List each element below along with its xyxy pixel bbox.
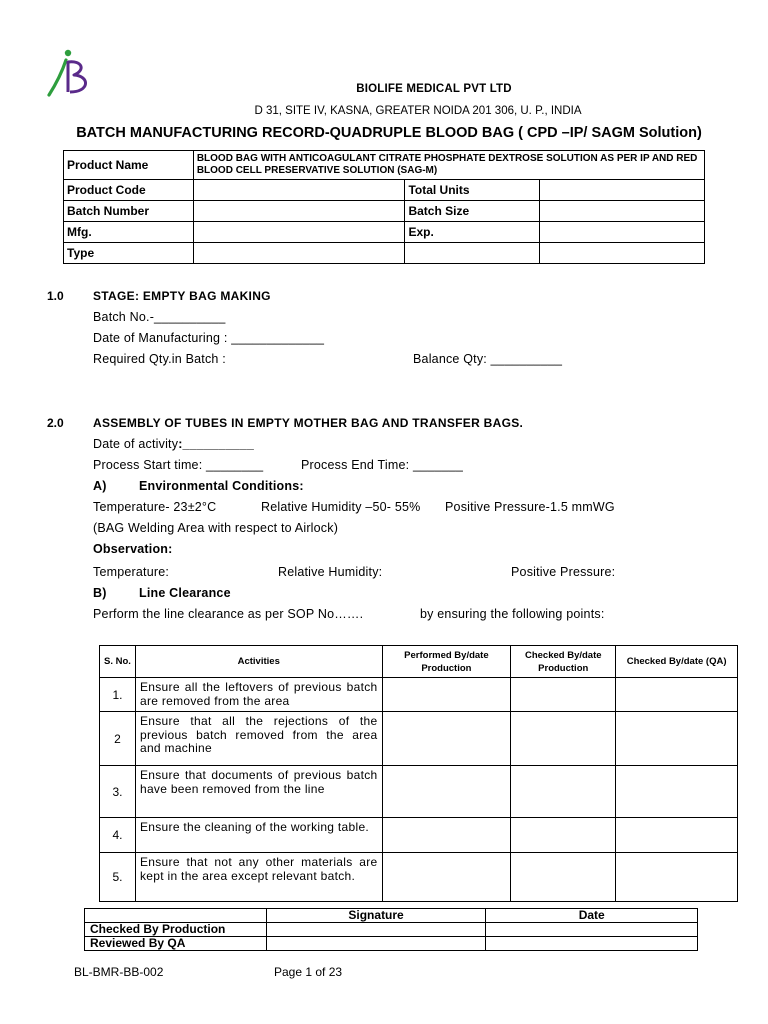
signature-corner-cell xyxy=(85,909,267,923)
table-row xyxy=(100,853,738,902)
row-activity: Ensure that all the rejections of the previous batch removed from the area and machine xyxy=(135,712,382,766)
checked-by-qa-field[interactable] xyxy=(616,678,738,712)
page-number: Page 1 of 23 xyxy=(274,965,343,979)
humidity-spec: Relative Humidity –50- 55% xyxy=(261,500,421,514)
balance-qty-line: Balance Qty: __________ xyxy=(413,352,563,366)
line-clearance-text: Perform the line clearance as per SOP No……. xyxy=(93,607,364,621)
performed-by-field[interactable] xyxy=(382,678,511,712)
document-code: BL-BMR-BB-002 xyxy=(74,965,164,979)
qa-date-field[interactable] xyxy=(486,937,698,951)
performed-by-field[interactable] xyxy=(382,818,511,853)
table-row xyxy=(100,766,738,818)
batch-number-field[interactable] xyxy=(193,201,405,222)
checked-by-production-field[interactable] xyxy=(511,853,616,902)
row-sno: 3. xyxy=(100,766,136,818)
row-sno: 2 xyxy=(100,712,136,766)
checked-by-qa-field[interactable] xyxy=(616,712,738,766)
product-name-label: Product Name xyxy=(64,151,194,180)
line-clearance-title: Line Clearance xyxy=(139,586,231,600)
mfg-field[interactable] xyxy=(193,222,405,243)
line-clearance-table xyxy=(99,645,738,902)
table-row xyxy=(100,678,738,712)
type-extra-cell-2 xyxy=(540,243,705,264)
qa-signature-field[interactable] xyxy=(266,937,486,951)
signature-table xyxy=(84,908,698,951)
observation-temperature: Temperature: xyxy=(93,565,170,579)
exp-label: Exp. xyxy=(405,222,540,243)
exp-field[interactable] xyxy=(540,222,705,243)
required-qty-label: Required Qty.in Batch : xyxy=(93,352,226,366)
header-checked-by-production: Checked By/date Production xyxy=(511,646,616,678)
row-sno: 5. xyxy=(100,853,136,902)
header-sno: S. No. xyxy=(100,646,136,678)
observation-pressure: Positive Pressure: xyxy=(511,565,616,579)
performed-by-field[interactable] xyxy=(382,853,511,902)
process-end-line: Process End Time: _______ xyxy=(301,458,464,472)
line-clearance-text-2: by ensuring the following points: xyxy=(420,607,605,621)
checked-by-production-label: Checked By Production xyxy=(85,923,267,937)
observation-humidity: Relative Humidity: xyxy=(278,565,383,579)
checked-by-qa-field[interactable] xyxy=(616,818,738,853)
date-of-activity-label: Date of activity xyxy=(93,437,179,451)
section-1-title: STAGE: EMPTY BAG MAKING xyxy=(93,289,271,303)
row-sno: 1. xyxy=(100,678,136,712)
checked-by-qa-field[interactable] xyxy=(616,853,738,902)
sub-b-letter: B) xyxy=(93,586,107,600)
header-performed-by: Performed By/date Production xyxy=(382,646,511,678)
product-code-field[interactable] xyxy=(193,180,405,201)
sub-a-letter: A) xyxy=(93,479,107,493)
performed-by-field[interactable] xyxy=(382,766,511,818)
checked-by-production-field[interactable] xyxy=(511,766,616,818)
document-title: BATCH MANUFACTURING RECORD-QUADRUPLE BLOOD BAG ( CPD –IP/ SAGM Solution) xyxy=(76,125,702,141)
checked-by-production-field[interactable] xyxy=(511,818,616,853)
type-field[interactable] xyxy=(193,243,405,264)
table-row xyxy=(100,818,738,853)
date-of-activity-line xyxy=(93,437,254,451)
process-start-line: Process Start time: ________ xyxy=(93,458,264,472)
checked-by-qa-field[interactable] xyxy=(616,766,738,818)
row-activity: Ensure all the leftovers of previous batch are removed from the area xyxy=(135,678,382,712)
row-activity: Ensure the cleaning of the working table. xyxy=(135,818,382,853)
type-label: Type xyxy=(64,243,194,264)
temperature-spec: Temperature- 23±2°C xyxy=(93,500,217,514)
total-units-label: Total Units xyxy=(405,180,540,201)
header-checked-by-qa: Checked By/date (QA) xyxy=(616,646,738,678)
pressure-spec: Positive Pressure-1.5 mmWG xyxy=(445,500,615,514)
checked-by-production-field[interactable] xyxy=(511,712,616,766)
production-signature-field[interactable] xyxy=(266,923,486,937)
date-of-manufacturing-line: Date of Manufacturing : _____________ xyxy=(93,331,325,345)
observation-label: Observation: xyxy=(93,542,173,556)
date-of-activity-blank: :__________ xyxy=(178,437,255,451)
section-2-number: 2.0 xyxy=(47,416,64,430)
product-info-table xyxy=(63,150,705,264)
batch-number-label: Batch Number xyxy=(64,201,194,222)
product-name-value: BLOOD BAG WITH ANTICOAGULANT CITRATE PHOSPHATE DEXTROSE SOLUTION AS PER IP AND RED BLOOD CELL PRESERVATIVE SOLUTION (SAG-M) xyxy=(193,151,704,180)
type-extra-cell xyxy=(405,243,540,264)
mfg-label: Mfg. xyxy=(64,222,194,243)
header-activities: Activities xyxy=(135,646,382,678)
company-address: D 31, SITE IV, KASNA, GREATER NOIDA 201 306, U. P., INDIA xyxy=(254,105,582,117)
section-1-number: 1.0 xyxy=(47,289,64,303)
performed-by-field[interactable] xyxy=(382,712,511,766)
table-row xyxy=(100,712,738,766)
production-date-field[interactable] xyxy=(486,923,698,937)
row-activity: Ensure that not any other materials are kept in the area except relevant batch. xyxy=(135,853,382,902)
company-name: BIOLIFE MEDICAL PVT LTD xyxy=(356,83,512,95)
signature-header: Signature xyxy=(266,909,486,923)
row-activity: Ensure that documents of previous batch have been removed from the line xyxy=(135,766,382,818)
batch-no-line: Batch No.-__________ xyxy=(93,310,226,324)
batch-size-field[interactable] xyxy=(540,201,705,222)
environmental-conditions-title: Environmental Conditions: xyxy=(139,479,304,493)
section-2-title: ASSEMBLY OF TUBES IN EMPTY MOTHER BAG AND TRANSFER BAGS. xyxy=(93,416,524,430)
batch-size-label: Batch Size xyxy=(405,201,540,222)
total-units-field[interactable] xyxy=(540,180,705,201)
reviewed-by-qa-label: Reviewed By QA xyxy=(85,937,267,951)
date-header: Date xyxy=(486,909,698,923)
row-sno: 4. xyxy=(100,818,136,853)
area-note: (BAG Welding Area with respect to Airlock) xyxy=(93,521,339,535)
product-code-label: Product Code xyxy=(64,180,194,201)
checked-by-production-field[interactable] xyxy=(511,678,616,712)
